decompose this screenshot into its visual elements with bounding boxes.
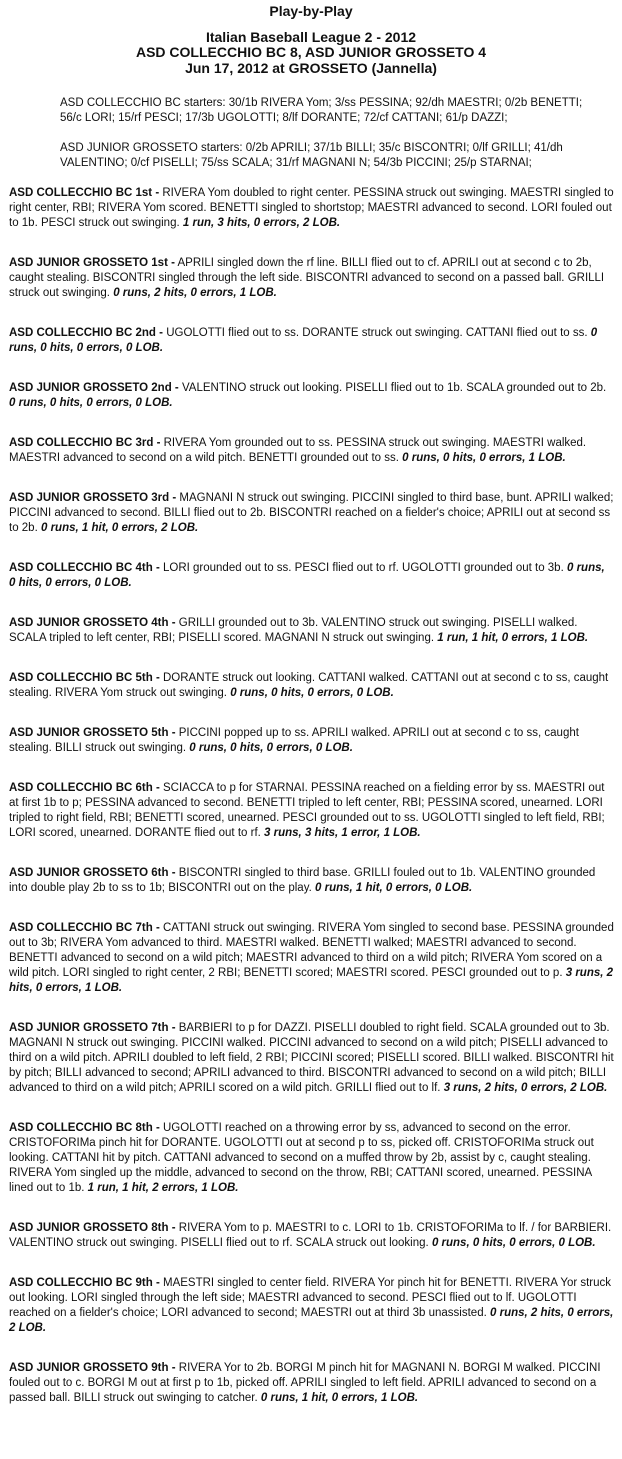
inning-label: ASD JUNIOR GROSSETO 8th - bbox=[9, 1222, 176, 1234]
inning-summary: 0 runs, 0 hits, 0 errors, 1 LOB. bbox=[402, 452, 566, 464]
inning-label: ASD COLLECCHIO BC 6th - bbox=[9, 782, 160, 794]
inning-entry bbox=[9, 781, 614, 841]
inning-entry bbox=[9, 561, 614, 591]
inning-label: ASD COLLECCHIO BC 5th - bbox=[9, 672, 160, 684]
inning-summary: 1 run, 1 hit, 2 errors, 1 LOB. bbox=[87, 1182, 239, 1194]
starters-section bbox=[60, 96, 594, 171]
inning-entry bbox=[9, 491, 614, 536]
inning-plays: LORI grounded out to ss. PESCI flied out to rf. UGOLOTTI grounded out to 3b. bbox=[162, 562, 564, 574]
inning-summary: 0 runs, 0 hits, 0 errors, 0 LOB. bbox=[9, 327, 598, 354]
inning-label: ASD JUNIOR GROSSETO 3rd - bbox=[9, 492, 177, 504]
inning-plays: MAESTRI singled to center field. RIVERA Yor pinch hit for BENETTI. RIVERA Yor struck out looking. LORI singled through the left side; MAESTRI advanced to second. PESCI flied out to lf. UGOLOTTI reached on a fielder's choice; LORI advanced to second; MAESTRI out at third 3b unassisted. bbox=[9, 1277, 612, 1319]
inning-summary: 3 runs, 2 hits, 0 errors, 2 LOB. bbox=[443, 1082, 608, 1094]
inning-summary: 3 runs, 3 hits, 1 error, 1 LOB. bbox=[264, 827, 421, 839]
inning-plays: CATTANI struck out swinging. RIVERA Yom singled to second base. PESSINA grounded out to 3b; RIVERA Yom advanced to third. MAESTRI walked. BENETTI walked; MAESTRI advanced to second. BENETTI advanced to second on a wild pitch; MAESTRI advanced to third on a wild pitch; RIVERA Yom scored on a wild pitch. LORI singled to right center, 2 RBI; BENETTI scored; MAESTRI scored. PESCI grounded out to p. bbox=[9, 922, 614, 979]
inning-entry bbox=[9, 671, 614, 701]
document-header bbox=[0, 0, 622, 76]
inning-plays: RIVERA Yom doubled to right center. PESSINA struck out swinging. MAESTRI singled to right center, RBI; RIVERA Yom scored. BENETTI singled to shortstop; MAESTRI advanced to second. LORI fouled out to 1b. PESCI struck out swinging. bbox=[9, 187, 614, 229]
inning-plays: APRILI singled down the rf line. BILLI flied out to cf. APRILI out at second c to 2b, caught stealing. BISCONTRI singled through the left side. BISCONTRI advanced to second on a passed ball. GRILLI struck out swinging. bbox=[9, 257, 605, 299]
inning-summary: 0 runs, 2 hits, 0 errors, 2 LOB. bbox=[9, 1307, 614, 1334]
inning-entry bbox=[9, 1121, 614, 1196]
inning-label: ASD COLLECCHIO BC 7th - bbox=[9, 922, 160, 934]
inning-plays: GRILLI grounded out to 3b. VALENTINO struck out swinging. PISELLI walked. SCALA tripled to left center, RBI; PISELLI scored. MAGNANI N struck out swinging. bbox=[9, 617, 578, 644]
inning-summary: 0 runs, 0 hits, 0 errors, 0 LOB. bbox=[189, 742, 353, 754]
play-by-play-list bbox=[0, 186, 622, 1406]
inning-label: ASD JUNIOR GROSSETO 6th - bbox=[9, 867, 176, 879]
inning-label: ASD COLLECCHIO BC 9th - bbox=[9, 1277, 160, 1289]
inning-label: ASD COLLECCHIO BC 1st - bbox=[9, 187, 160, 199]
inning-entry bbox=[9, 186, 614, 231]
inning-summary: 1 run, 1 hit, 0 errors, 1 LOB. bbox=[437, 632, 589, 644]
inning-plays: RIVERA Yom to p. MAESTRI to c. LORI to 1b. CRISTOFORIMa to lf. / for BARBIERI. VALENTINO struck out swinging. PISELLI flied out to rf. SCALA struck out looking. bbox=[9, 1222, 612, 1249]
inning-plays: RIVERA Yor to 2b. BORGI M pinch hit for MAGNANI N. BORGI M walked. PICCINI fouled out to c. BORGI M out at first p to 1b, picked off. APRILI singled to left field. APRILI advanced to second on a passed ball. BILLI struck out swinging to catcher. bbox=[9, 1362, 601, 1404]
inning-summary: 0 runs, 1 hit, 0 errors, 2 LOB. bbox=[40, 522, 199, 534]
inning-entry bbox=[9, 726, 614, 756]
inning-label: ASD JUNIOR GROSSETO 9th - bbox=[9, 1362, 176, 1374]
inning-entry bbox=[9, 866, 614, 896]
away-starters: ASD COLLECCHIO BC starters: 30/1b RIVERA Yom; 3/ss PESSINA; 92/dh MAESTRI; 0/2b BENETTI; 56/c LORI; 15/rf PESCI; 17/3b UGOLOTTI; 8/lf DORANTE; 72/cf CATTANI; 61/p DAZZI; bbox=[60, 97, 583, 124]
document-title: Play-by-Play bbox=[269, 3, 353, 19]
inning-summary: 0 runs, 0 hits, 0 errors, 0 LOB. bbox=[230, 687, 394, 699]
inning-entry bbox=[9, 326, 614, 356]
inning-summary: 0 runs, 0 hits, 0 errors, 0 LOB. bbox=[431, 1237, 596, 1249]
inning-label: ASD COLLECCHIO BC 4th - bbox=[9, 562, 160, 574]
inning-label: ASD COLLECCHIO BC 2nd - bbox=[9, 327, 163, 339]
inning-plays: SCIACCA to p for STARNAI. PESSINA reached on a fielding error by ss. MAESTRI out at first 1b to p; PESSINA advanced to second. BENETTI tripled to left center, RBI; PESSINA scored, unearned. LORI tripled to right field, RBI; BENETTI scored, unearned. PESCI grounded out to ss. UGOLOTTI singled to left field, RBI; LORI scored, unearned. DORANTE flied out to rf. bbox=[9, 782, 605, 839]
game-date-venue: Jun 17, 2012 at GROSSETO (Jannella) bbox=[185, 59, 437, 76]
inning-label: ASD JUNIOR GROSSETO 1st - bbox=[9, 257, 175, 269]
inning-summary: 0 runs, 0 hits, 0 errors, 0 LOB. bbox=[9, 397, 173, 409]
inning-label: ASD COLLECCHIO BC 8th - bbox=[9, 1122, 160, 1134]
league-title: Italian Baseball League 2 - 2012 bbox=[205, 28, 417, 45]
inning-summary: 0 runs, 0 hits, 0 errors, 0 LOB. bbox=[9, 562, 605, 589]
inning-plays: BISCONTRI singled to third base. GRILLI fouled out to 1b. VALENTINO grounded into double play 2b to ss to 1b; BISCONTRI out on the play. bbox=[9, 867, 596, 894]
inning-entry bbox=[9, 256, 614, 301]
inning-plays: UGOLOTTI reached on a throwing error by ss, advanced to second on the error. CRISTOFORIMa pinch hit for DORANTE. UGOLOTTI out at second p to ss, picked off. CRISTOFORIMa struck out looking. CATTANI hit by pitch. CATTANI advanced to second on a muffed throw by 2b, assist by c, caught stealing. RIVERA Yom singled up the middle, advanced to second on the throw, RBI; CATTANI scored, unearned. PESSINA lined out to 1b. bbox=[9, 1122, 594, 1194]
inning-label: ASD COLLECCHIO BC 3rd - bbox=[9, 437, 161, 449]
inning-entry bbox=[9, 616, 614, 646]
game-matchup: ASD COLLECCHIO BC 8, ASD JUNIOR GROSSETO 4 bbox=[135, 44, 487, 60]
inning-plays: UGOLOTTI flied out to ss. DORANTE struck out swinging. CATTANI flied out to ss. bbox=[166, 327, 588, 339]
inning-plays: VALENTINO struck out looking. PISELLI flied out to 1b. SCALA grounded out to 2b. bbox=[181, 382, 607, 394]
inning-plays: BARBIERI to p for DAZZI. PISELLI doubled to right field. SCALA grounded out to 3b. MAGNANI N struck out swinging. PICCINI walked. PICCINI advanced to second on a wild pitch; PISELLI advanced to third on a wild pitch. APRILI doubled to left field, 2 RBI; PICCINI scored; PISELLI scored. BILLI walked. BISCONTRI hit by pitch; BILLI advanced to second; APRILI advanced to third. BISCONTRI advanced to second on a wild pitch; BILLI advanced to third on a wild pitch; APRILI scored on a wild pitch. GRILLI flied out to lf. bbox=[9, 1022, 614, 1094]
inning-entry bbox=[9, 1221, 614, 1251]
inning-entry bbox=[9, 1361, 614, 1406]
inning-entry bbox=[9, 436, 614, 466]
inning-label: ASD JUNIOR GROSSETO 7th - bbox=[9, 1022, 176, 1034]
home-starters: ASD JUNIOR GROSSETO starters: 0/2b APRILI; 37/1b BILLI; 35/c BISCONTRI; 0/lf GRILLI; 41/dh VALENTINO; 0/cf PISELLI; 75/ss SCALA; 31/rf MAGNANI N; 54/3b PICCINI; 25/p STARNAI; bbox=[60, 142, 563, 169]
inning-entry bbox=[9, 381, 614, 411]
inning-label: ASD JUNIOR GROSSETO 2nd - bbox=[9, 382, 179, 394]
inning-plays: PICCINI popped up to ss. APRILI walked. APRILI out at second c to ss, caught stealing. BILLI struck out swinging. bbox=[9, 727, 579, 754]
inning-label: ASD JUNIOR GROSSETO 4th - bbox=[9, 617, 176, 629]
inning-summary: 0 runs, 1 hit, 0 errors, 0 LOB. bbox=[315, 882, 473, 894]
inning-entry bbox=[9, 1021, 614, 1096]
inning-summary: 1 run, 3 hits, 0 errors, 2 LOB. bbox=[182, 217, 341, 229]
inning-plays: MAGNANI N struck out swinging. PICCINI singled to third base, bunt. APRILI walked; PICCINI advanced to second. BILLI flied out to 2b. BISCONTRI reached on a fielder's choice; APRILI out at second ss to 2b. bbox=[9, 492, 614, 534]
inning-entry bbox=[9, 1276, 614, 1336]
inning-plays: RIVERA Yom grounded out to ss. PESSINA struck out swinging. MAESTRI walked. MAESTRI advanced to second on a wild pitch. BENETTI grounded out to ss. bbox=[9, 437, 587, 464]
inning-label: ASD JUNIOR GROSSETO 5th - bbox=[9, 727, 176, 739]
inning-plays: DORANTE struck out looking. CATTANI walked. CATTANI out at second c to ss, caught stealing. RIVERA Yom struck out swinging. bbox=[9, 672, 609, 699]
inning-entry bbox=[9, 921, 614, 996]
inning-summary: 3 runs, 2 hits, 0 errors, 1 LOB. bbox=[9, 967, 614, 994]
inning-summary: 0 runs, 2 hits, 0 errors, 1 LOB. bbox=[113, 287, 277, 299]
inning-summary: 0 runs, 1 hit, 0 errors, 1 LOB. bbox=[260, 1392, 419, 1404]
